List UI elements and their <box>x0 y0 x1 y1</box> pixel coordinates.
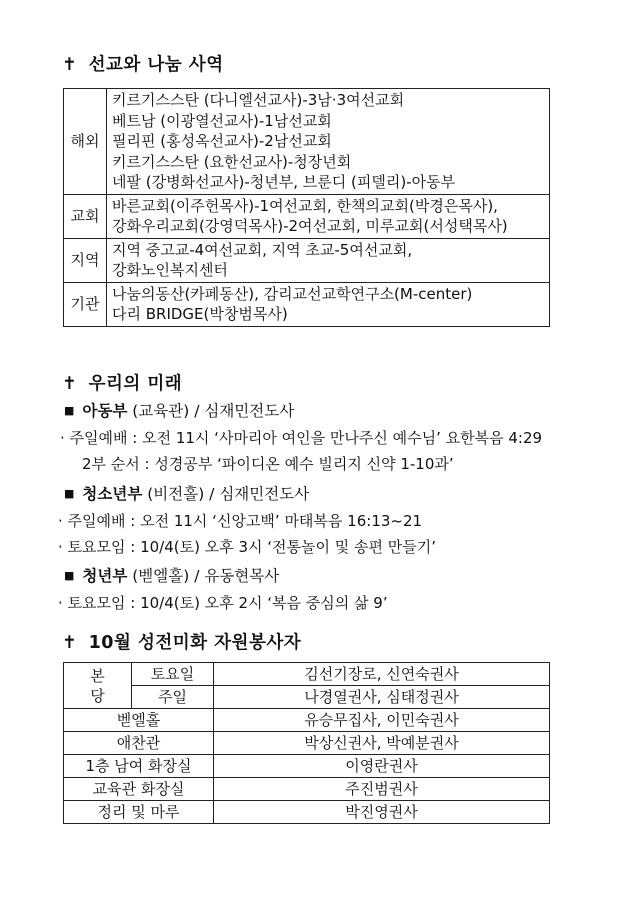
table-row <box>64 194 550 238</box>
list-item: 바른교회(이주헌목사)-1여선교회, 한책의교회(박경은목사), <box>112 196 498 215</box>
list-item: 다리 BRIDGE(박창범목사) <box>112 305 288 323</box>
mission-table <box>63 88 550 327</box>
table-row <box>64 801 550 824</box>
table-row <box>64 282 550 326</box>
table-row <box>64 709 550 732</box>
future-section-title <box>62 370 182 395</box>
list-item: 필리핀 (홍성옥선교사)-2남선교회 <box>112 132 332 150</box>
row-key: 해외 <box>64 89 107 195</box>
dept-info: (교육관) / 심재민전도사 <box>127 402 295 420</box>
volunteer-section-title <box>62 629 301 654</box>
names-cell: 나경열권사, 심태정권사 <box>214 686 550 709</box>
row-value <box>107 282 550 326</box>
schedule-line: · 토요모임 : 10/4(토) 오후 3시 ‘전통놀이 및 송편 만들기’ <box>58 538 437 556</box>
cross-icon: ✝ <box>62 633 78 653</box>
square-bullet-icon: ■ <box>64 569 75 582</box>
table-row <box>64 238 550 282</box>
list-item: 강화우리교회(강영덕목사)-2여선교회, 미루교회(서성택목사) <box>112 217 508 235</box>
names-cell: 이영란권사 <box>214 755 550 778</box>
volunteer-title-text: 10월 성전미화 자원봉사자 <box>88 633 302 653</box>
dept-heading-youth <box>64 482 309 504</box>
row-value <box>107 238 550 282</box>
future-title-text: 우리의 미래 <box>88 374 183 394</box>
names-cell: 유승무집사, 이민숙권사 <box>214 709 550 732</box>
table-row <box>64 755 550 778</box>
schedule-line: · 토요모임 : 10/4(토) 오후 2시 ‘복음 중심의 삶 9’ <box>58 594 388 612</box>
names-cell: 박상신권사, 박예분권사 <box>214 732 550 755</box>
names-cell: 김선기장로, 신연숙권사 <box>214 663 550 686</box>
schedule-line: 2부 순서 : 성경공부 ‘파이디온 예수 빌리지 신약 1-10과’ <box>82 455 454 473</box>
bondang-label-bottom: 당 <box>90 686 105 705</box>
list-item: 강화노인복지센터 <box>112 261 228 279</box>
row-value <box>107 89 550 195</box>
place-cell: 1층 남여 화장실 <box>64 755 214 778</box>
table-row <box>64 778 550 801</box>
row-key: 지역 <box>64 238 107 282</box>
mission-section-title <box>62 51 224 76</box>
place-cell: 정리 및 마루 <box>64 801 214 824</box>
cross-icon: ✝ <box>62 374 78 394</box>
names-cell: 박진영권사 <box>214 801 550 824</box>
schedule-line: · 주일예배 : 오전 11시 ‘신앙고백’ 마태복음 16:13~21 <box>58 512 423 530</box>
dept-info: (비전홀) / 심재민전도사 <box>142 485 310 503</box>
list-item: 키르기스스탄 (다니엘선교사)-3남·3여선교회 <box>112 91 405 109</box>
square-bullet-icon: ■ <box>64 487 75 500</box>
dept-heading-children <box>64 399 294 421</box>
place-cell: 교육관 화장실 <box>64 778 214 801</box>
table-row <box>64 686 550 709</box>
row-key: 교회 <box>64 194 107 238</box>
dept-name: 아동부 <box>82 402 128 420</box>
table-row <box>64 663 550 686</box>
sub-place-cell: 주일 <box>132 686 214 709</box>
schedule-line: · 주일예배 : 오전 11시 ‘사마리아 여인을 만나주신 예수님’ 요한복음 4:29 <box>60 429 543 447</box>
bondang-cell <box>64 663 132 709</box>
names-cell: 주진범권사 <box>214 778 550 801</box>
list-item: 네팔 (강병화선교사)-청년부, 브룬디 (피델리)-아동부 <box>112 173 456 191</box>
dept-name: 청년부 <box>82 567 128 585</box>
volunteer-table <box>63 662 550 824</box>
bondang-label-top: 본 <box>90 666 105 685</box>
row-value <box>107 194 550 238</box>
dept-info: (벧엘홀) / 유동현목사 <box>127 567 280 585</box>
dept-heading-young-adults <box>64 564 279 586</box>
list-item: 나눔의동산(카페동산), 감리교선교학연구소(M-center) <box>112 284 473 303</box>
mission-title-text: 선교와 나눔 사역 <box>88 55 224 75</box>
dept-name: 청소년부 <box>82 485 143 503</box>
square-bullet-icon: ■ <box>64 404 75 417</box>
table-row <box>64 732 550 755</box>
place-cell: 벧엘홀 <box>64 709 214 732</box>
place-cell: 애찬관 <box>64 732 214 755</box>
row-key: 기관 <box>64 282 107 326</box>
cross-icon: ✝ <box>62 55 78 75</box>
list-item: 지역 중고교-4여선교회, 지역 초교-5여선교회, <box>112 240 413 259</box>
table-row <box>64 89 550 195</box>
list-item: 베트남 (이광열선교사)-1남선교회 <box>112 111 332 130</box>
sub-place-cell: 토요일 <box>132 663 214 686</box>
list-item: 키르기스스탄 (요한선교사)-청장년회 <box>112 152 352 171</box>
